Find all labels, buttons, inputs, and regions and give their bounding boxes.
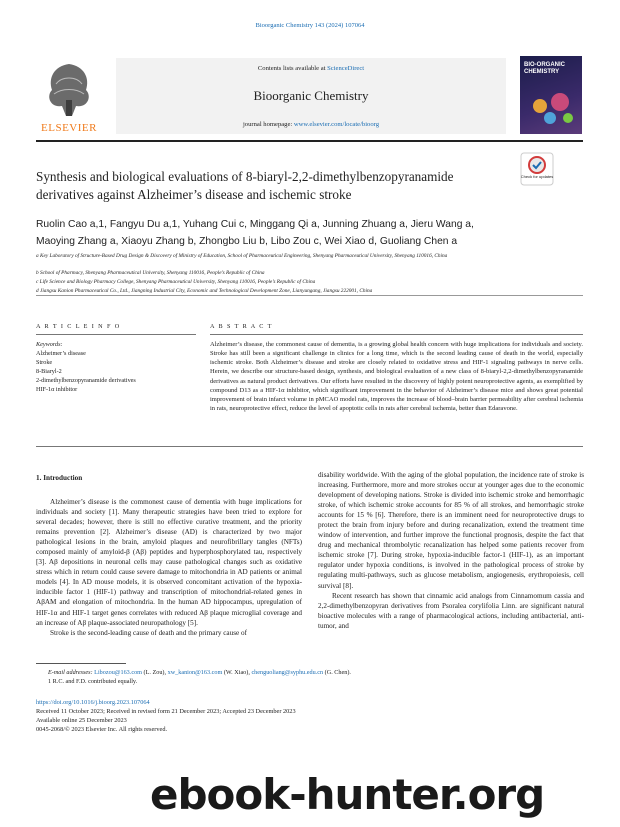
keywords-list	[36, 341, 196, 394]
contents-line	[116, 65, 506, 72]
keyword: Alzheimer’s disease	[36, 349, 86, 357]
available-online: Available online 25 December 2023	[36, 716, 127, 724]
article-title: Synthesis and biological evaluations of 8-biaryl-2,2-dimethylbenzopyranamide derivatives against Alzheimer’s disease and ischemic stroke	[36, 169, 454, 202]
journal-cover-image	[520, 56, 582, 134]
email-link-xiao[interactable]: xw_kanion@163.com	[167, 669, 223, 676]
abstract-text: Alzheimer’s disease, the commonest cause of dementia, is a growing global health concern with huge implications for individuals and society. Stroke has still been a significant challenge in clinics for a long time, which is the second leading cause of death in the world, especially ischemic stroke. Both Alzheimer’s disease and stroke are closely related to oxidative stress and HIF-1 signaling pathways in nerve cells. Herein, we describe our structure-based design, synthesis, and biological evaluation of a new class of 8-biaryl-2,2-dimethylbenzopyranamide derivatives as natural product derivatives. Our efforts have resulted in the discovery of highly potent neuroprotective agents, as exemplified by compound D13 as a HIF-1α inhibitor, which significant improvement in the behavior of Alzheimer’s disease mice and shows great potential improvement of brain infarct volume in pMCAO model rats, improves the increase of blood–brain barrier permeability after cerebral ischemia in rats, neuroprotective effect, reduce the level of apoptotic cells in rats after cerebral ischemia, better than Edaravone.	[210, 341, 583, 413]
authors-line-2: Maoying Zhang a, Xiaoyu Zhang b, Zhongbo Liu b, Libo Zou c, Wei Xiao d, Guoliang Chen a	[36, 236, 458, 247]
article-info-heading: A R T I C L E I N F O	[36, 323, 121, 330]
article-info-rule	[36, 334, 196, 335]
author-list	[36, 216, 576, 250]
keyword: 2-dimethylbenzopyranamide derivatives	[36, 376, 136, 384]
abstract-rule	[210, 334, 583, 335]
copyright: 0045-2068/© 2023 Elsevier Inc. All rights reserved.	[36, 725, 168, 733]
article-metadata	[36, 699, 436, 735]
paragraph: Stroke is the second-leading cause of death and the primary cause of	[50, 628, 247, 637]
right-column	[318, 470, 584, 631]
footnote-rule	[36, 663, 126, 664]
journal-name: Bioorganic Chemistry	[253, 88, 369, 103]
homepage-prefix: journal homepage:	[242, 121, 294, 128]
email-link-zou[interactable]: Libozou@163.com	[94, 669, 142, 676]
email-footnote	[48, 668, 568, 677]
paragraph: Recent research has shown that cinnamic acid analogs from Cinnamomum cassia and 2,2-dimethylbenzopyran derivatives from Psoralea corylifolia Linn. are significant natural bioactive molecules with a range of pharmacological actions, including antibacterial, anti-tumor, and	[318, 591, 584, 630]
authors-line-1: Ruolin Cao a,1, Fangyu Du a,1, Yuhang Cui c, Minggang Qi a, Junning Zhuang a, Jieru Wang a,	[36, 219, 474, 230]
introduction-heading: 1. Introduction	[36, 474, 83, 482]
doi-link[interactable]: https://doi.org/10.1016/j.bioorg.2023.107064	[36, 699, 150, 706]
homepage-link[interactable]: www.elsevier.com/locate/bioorg	[293, 121, 380, 128]
keywords-label: Keywords:	[36, 341, 63, 348]
affiliation-c: c Life Science and Biology Pharmacy College, Shenyang Pharmaceutical University, Shenyang 110016, People’s Republic of China	[36, 279, 316, 285]
left-column	[36, 497, 302, 638]
keyword: HIF-1α inhibitor	[36, 385, 78, 393]
keyword: 8-Biaryl-2	[36, 367, 62, 375]
email-name: (W. Xiao),	[222, 669, 252, 676]
check-for-updates-label: Check for updates	[520, 174, 554, 179]
affiliation-rule	[36, 295, 583, 296]
sciencedirect-link[interactable]: ScienceDirect	[327, 65, 365, 72]
equal-contribution-note: 1 R.C. and F.D. contributed equally.	[48, 678, 138, 686]
email-label: E-mail addresses:	[48, 669, 95, 676]
cover-title: BIO-ORGANIC CHEMISTRY	[524, 62, 565, 75]
email-name: (G. Chen).	[323, 669, 351, 676]
affiliation-d: d Jiangsu Kanion Pharmaceutical Co., Ltd., Jiangning Industrial City, Economic and Technological Development Zone, Lianyungang, Jiangsu 222001, China	[36, 288, 373, 294]
keyword: Stroke	[36, 358, 53, 366]
paragraph: disability worldwide. With the aging of the global population, the incidence rate of stroke is increasing. Furthermore, more and more strokes occur at younger ages due to the economic development of developing nations. Stroke is divided into ischemic stroke and hemorrhagic stroke, of which ischemic stroke accounts for 85 % of all strokes, and hemorrhagic stroke accounts for 15 % [6]. Therefore, there is an imminent need for neuroprotective drugs to protect the brain from injury before and during recanalization, extend the treatment time window of intervention, and further improve the functional prognosis, despite the fact that drug and mechanical thrombolytic recanalization has helped some patients recover from ischemic stroke [7]. During stroke, hypoxia-inducible factor-1 (HIF-1), as an important regulator under hypoxia conditions, is involved in the pathological process of stroke by regulating multi-pathways, such as glucose metabolism, angiogenesis, erythropoiesis, cell survival [8].	[318, 471, 584, 590]
watermark: ebook-hunter.org	[150, 770, 545, 819]
contents-prefix: Contents lists available at	[257, 65, 328, 72]
email-name: (L. Zou),	[141, 669, 168, 676]
affiliation-a: a Key Laboratory of Structure-Based Drug Design & Discovery of Ministry of Education, School of Pharmaceutical Engineering, Shenyang Pharmaceutical University, Shenyang 110016, China	[36, 253, 448, 259]
affiliation-b: b School of Pharmacy, Shenyang Pharmaceutical University, Shenyang 110016, People’s Republic of China	[36, 270, 265, 276]
header-rule	[36, 140, 583, 142]
journal-reference[interactable]: Bioorganic Chemistry 143 (2024) 107064	[255, 22, 365, 29]
publisher-name: ELSEVIER	[41, 122, 97, 134]
homepage-line	[116, 121, 506, 128]
paragraph: Alzheimer’s disease is the commonest cause of dementia with huge implications for individuals and society [1]. Many therapeutic strategies have been tried to explore for several decades; however, there is still no effective curative treatment, and the priority remains prevention [2]. Alzheimer’s disease (AD) is characterized by two major pathological lesions in the brain, amyloid plaques and neurofibrillary tangles (NFTs) composed mainly of amyloid-β (Aβ) peptides and hyperphosphorylated tau, respectively [3]. Aβ depositions in neuronal cells may cause pathological changes such as oxidative stress which in return could cause severe damage to mitochondria in AD patients or animal models [4]. In AD mouse models, it is observed concomitant activation of the hypoxia-inducible factor 1 (HIF-1) pathway and transcription of mitochondrial-related genes in AβAM and elongation of mitochondria. In the human AD hippocampus, upregulation of HIF-1α and HIF-1 target genes correlates with reduced Aβ plaque microglial coverage and an increase of Aβ plaque-associated neuropathology [5].	[36, 498, 302, 627]
email-link-chen[interactable]: chenguoliang@syphu.edu.cn	[251, 669, 324, 676]
abstract-heading: A B S T R A C T	[210, 323, 273, 330]
footnotes	[48, 668, 568, 687]
received-dates: Received 11 October 2023; Received in revised form 21 December 2023; Accepted 23 December 2023	[36, 707, 296, 715]
abstract-bottom-rule	[36, 446, 583, 447]
check-for-updates-badge[interactable]	[520, 152, 554, 186]
